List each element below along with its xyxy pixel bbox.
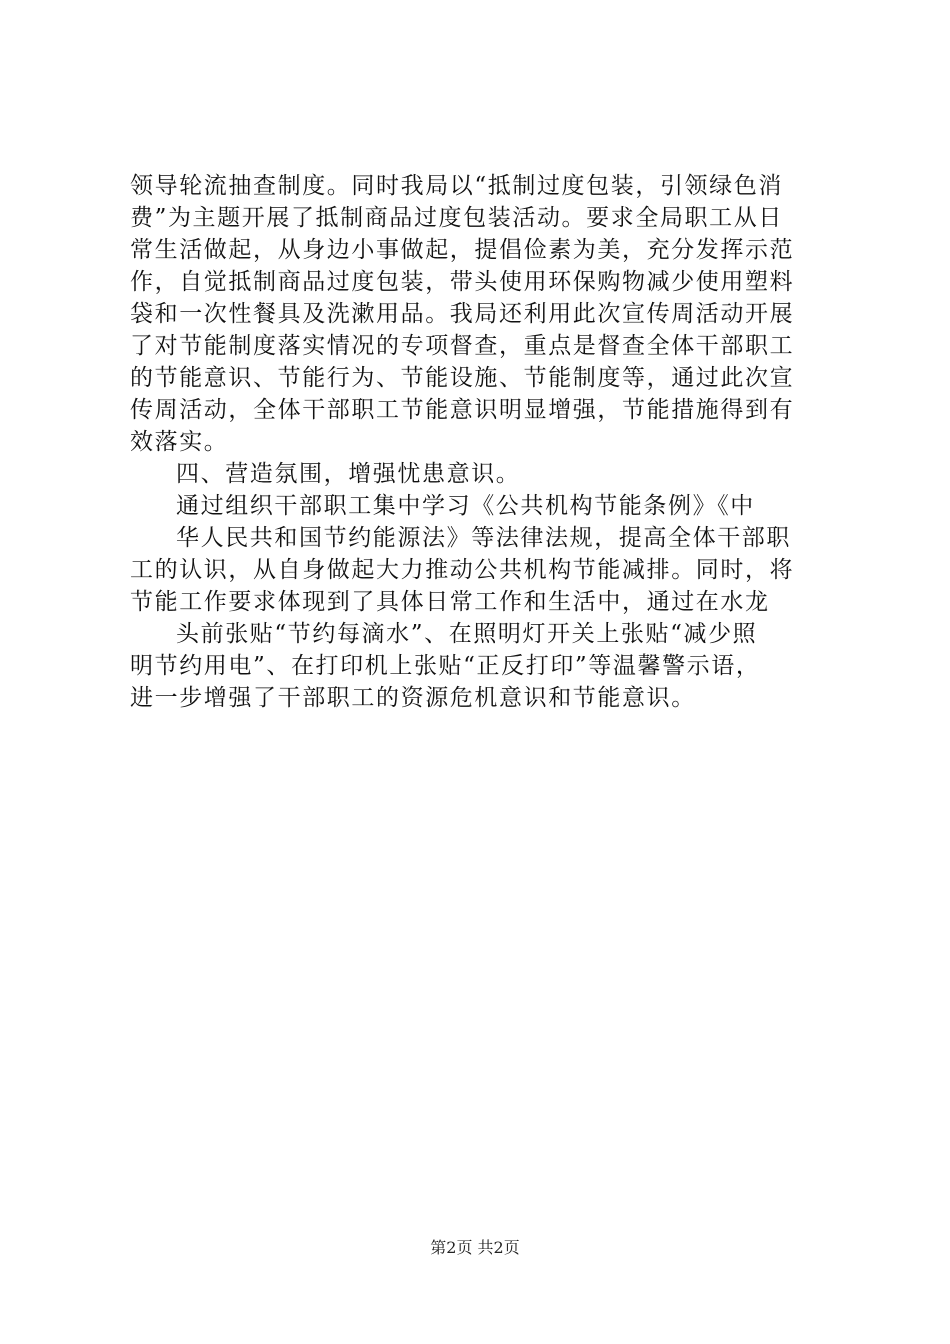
text-line: 领导轮流抽查制度。同时我局以“抵制过度包装，引领绿色消 bbox=[130, 173, 783, 199]
text-line: 袋和一次性餐具及洗漱用品。我局还利用此次宣传周活动开展 bbox=[130, 301, 795, 327]
text-line: 了对节能制度落实情况的专项督查，重点是督查全体干部职工 bbox=[130, 333, 795, 359]
text-line: 工的认识，从自身做起大力推动公共机构节能减排。同时，将 bbox=[130, 557, 795, 583]
text-line: 通过组织干部职工集中学习《公共机构节能条例》《中 bbox=[176, 493, 755, 519]
text-line: 节能工作要求体现到了具体日常工作和生活中，通过在水龙 bbox=[130, 589, 770, 615]
text-line: 明节约用电”、在打印机上张贴“正反打印”等温馨警示语， bbox=[130, 653, 761, 679]
section-heading: 四、营造氛围，增强忧患意识。 bbox=[176, 461, 521, 487]
body-text bbox=[130, 170, 830, 714]
text-line: 华人民共和国节约能源法》等法律法规，提高全体干部职 bbox=[176, 525, 791, 551]
text-line: 的节能意识、节能行为、节能设施、节能制度等，通过此次宣 bbox=[130, 365, 795, 391]
text-line: 头前张贴“节约每滴水”、在照明灯开关上张贴“减少照 bbox=[176, 621, 758, 647]
text-line: 作，自觉抵制商品过度包装，带头使用环保购物减少使用塑料 bbox=[130, 269, 795, 295]
text-line: 效落实。 bbox=[130, 429, 229, 455]
text-line: 传周活动，全体干部职工节能意识明显增强，节能措施得到有 bbox=[130, 397, 795, 423]
text-line: 进一步增强了干部职工的资源危机意识和节能意识。 bbox=[130, 685, 696, 711]
text-line: 常生活做起，从身边小事做起，提倡俭素为美，充分发挥示范 bbox=[130, 237, 795, 263]
page-number-footer: 第2页 共2页 bbox=[430, 1238, 520, 1257]
text-line: 费”为主题开展了抵制商品过度包装活动。要求全局职工从日 bbox=[130, 205, 783, 231]
